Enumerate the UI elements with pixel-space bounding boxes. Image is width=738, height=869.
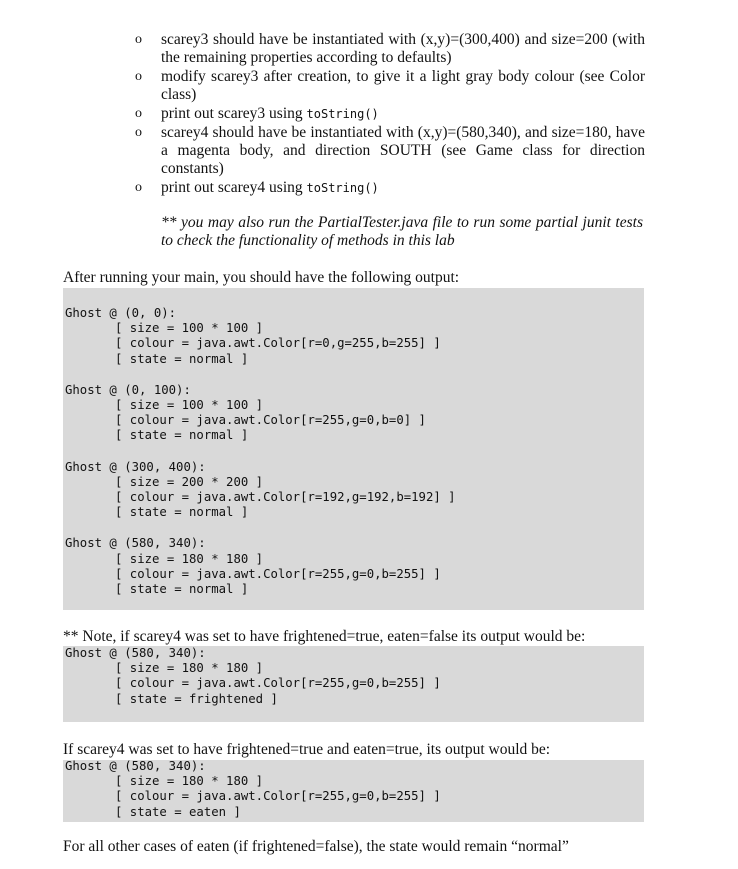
ghost-header-line: Ghost @ (0, 0): [65, 306, 177, 320]
after-running-text: After running your main, you should have the following output: [63, 269, 460, 286]
list-item-text: modify scarey3 after creation, to give it a light gray body colour (see Color class) [161, 68, 645, 103]
ghost-property-line: [ state = eaten ] [115, 804, 241, 819]
ghost-property-line: [ state = normal ] [115, 351, 249, 366]
list-item-text: scarey3 should have be instantiated with (x,y)=(300,400) and size=200 (with the remaining properties according to defaults) [161, 31, 645, 66]
ghost-property-line: [ colour = java.awt.Color[r=255,g=0,b=255] ] [115, 566, 441, 581]
inline-code: toString() [306, 107, 379, 121]
ghost-property-line: [ colour = java.awt.Color[r=255,g=0,b=0] ] [115, 413, 426, 428]
ghost-property-line: [ state = normal ] [115, 428, 249, 443]
bullet-marker: o [135, 125, 142, 140]
final-note: For all other cases of eaten (if frightened=false), the state would remain “normal” [63, 838, 569, 855]
list-item-text: scarey4 should have be instantiated with (x,y)=(580,340), and size=180, have a magenta body, and direction SOUTH (see Game class for direction constants) [161, 124, 645, 177]
ghost-property-line: [ colour = java.awt.Color[r=255,g=0,b=255] ] [115, 676, 441, 691]
bullet-marker: o [135, 69, 142, 84]
list-item [135, 124, 645, 178]
ghost-property-line: [ colour = java.awt.Color[r=0,g=255,b=255] ] [115, 336, 441, 351]
inline-code: toString() [306, 181, 379, 195]
ghost-header-line: Ghost @ (0, 100): [65, 382, 191, 397]
ghost-property-line: [ state = normal ] [115, 505, 249, 520]
bullet-marker: o [135, 180, 142, 195]
ghost-property-line: [ size = 100 * 100 ] [115, 398, 264, 412]
bullet-marker: o [135, 106, 142, 121]
list-item [135, 105, 645, 123]
ghost-property-line: [ colour = java.awt.Color[r=192,g=192,b=192] ] [115, 490, 456, 504]
list-item-text: print out scarey3 using [161, 105, 307, 122]
list-item [135, 68, 645, 104]
list-item [135, 31, 645, 67]
eaten-heading: If scarey4 was set to have frightened=true and eaten=true, its output would be: [63, 741, 551, 758]
ghost-property-line: [ size = 180 * 180 ] [115, 661, 264, 676]
ghost-property-line: [ size = 100 * 100 ] [115, 321, 264, 336]
ghost-header-line: Ghost @ (300, 400): [65, 459, 206, 474]
ghost-header-line: Ghost @ (580, 340): [65, 759, 206, 773]
ghost-property-line: [ size = 180 * 180 ] [115, 551, 264, 566]
ghost-header-line: Ghost @ (580, 340): [65, 536, 206, 551]
ghost-property-line: [ size = 180 * 180 ] [115, 774, 264, 789]
list-item-text: print out scarey4 using [161, 179, 307, 196]
ghost-property-line: [ colour = java.awt.Color[r=255,g=0,b=255] ] [115, 789, 441, 804]
ghost-property-line: [ state = normal ] [115, 582, 249, 596]
list-item [135, 179, 645, 197]
partial-tester-note: ** you may also run the PartialTester.java file to run some partial junit tests to check the functionality of methods in this lab [161, 214, 643, 249]
instruction-list [135, 31, 645, 198]
ghost-header-line: Ghost @ (580, 340): [65, 646, 206, 660]
frightened-heading: ** Note, if scarey4 was set to have frightened=true, eaten=false its output would be: [63, 628, 586, 645]
bullet-marker: o [135, 32, 142, 47]
ghost-property-line: [ state = frightened ] [115, 691, 278, 706]
ghost-property-line: [ size = 200 * 200 ] [115, 474, 264, 489]
